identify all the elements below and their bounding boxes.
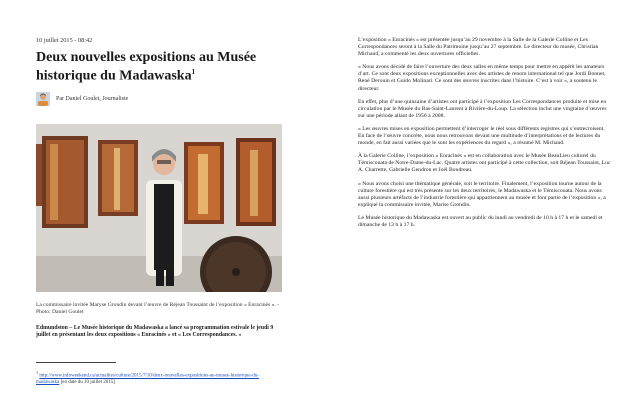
article-title-text: Deux nouvelles expositions au Musée historique du Madawaska <box>36 50 257 84</box>
footnote-date: [en date du 10 juillet 2015] <box>60 379 115 385</box>
paragraph: À la Galerie Colline, l’exposition « Enracinés » est en collaboration avec le Musée BeauLieu culturel du Témiscouata de Notre-Dame-du-Lac. Quatre artistes ont participé à cette collection, soit Réjean Toussaint, Luc A. Charrette, Gabrielle Gendron et Joël Boudreau. <box>358 153 611 174</box>
article-photo <box>36 124 282 292</box>
author-avatar <box>36 92 50 106</box>
left-column <box>36 37 282 106</box>
footnote-number: 1 <box>36 370 39 375</box>
paragraph: « Nous avons choisi une thématique générale, soit le territoire. Finalement, l’exposition tourne autour de la culture forestière qui est très présente sur les deux territoires, le Madawaska et le Témiscouata. Nous avons aussi plusieurs artéfacts de l’industrie forestière qui appartiennent au musée et font partie de l’exposition », a expliqué la commissaire invitée, Marise Grondin. <box>358 180 606 208</box>
right-column <box>358 37 612 235</box>
paragraph: Le Musée historique du Madawaska est ouvert au public du lundi au vendredi de 10 h à 17 h et le samedi et dimanche de 13 h à 17 h. <box>358 214 603 228</box>
photo-caption: La commissaire invitée Maryse Grondin devant l’œuvre de Réjean Toussaint de l’exposition « Enracinés ». - Photo: Daniel Goulet <box>36 301 280 315</box>
footnote <box>36 370 282 386</box>
article-title <box>36 50 282 84</box>
paragraph: L’exposition « Enracinés » est présentée jusqu’au 29 novembre à la Salle de la Galerie Colline et Les Correspondances seront à la Salle du Patrimoine jusqu’au 27 septembre. Le directeur du musée, Christian Michaud, a commenté les deux ouvertures officielles. <box>358 37 599 58</box>
article-lead: Edmundston – Le Musée historique du Madawaska a lancé sa programmation estivale le jeudi 9 juillet en présentant les deux expositions « Enracinés » et « Les Correspondances. » <box>36 324 274 339</box>
footnote-link[interactable]: http://www.infoweekend.ca/actualites/culture/2015/7/10/deux-nouvelles-expositions-au-musee-historique-du-madawaska <box>36 373 259 385</box>
footnote-divider <box>36 362 116 363</box>
paragraph: En effet, plus d’une quinzaine d’artistes ont participé à l’exposition Les Correspondances produite et mise en circulation par le Musée du Bas-Saint-Laurent à Rivière-du-Loup. La sélection inclut une vingtaine d’œuvres sur une période allant de 1956 à 2008. <box>358 98 607 119</box>
article-date: 10 juillet 2015 - 08:42 <box>36 37 93 44</box>
paragraph: « Nous avons décidé de faire l’ouverture des deux salles en même temps pour mettre en appétit les amateurs d’art. Ce sont deux expositions exceptionnelles avec des artistes de renom international tel que Jordi Bonnet, René Derouin et Guido Molinari. Ce sont des œuvres inscrites dans l’histoire. C’est à voir », a soutenu le directeur. <box>358 64 606 92</box>
title-footnote-ref[interactable]: 1 <box>191 68 196 76</box>
paragraph: « Les œuvres mises en exposition permettent d’interroger le réel sous différents registres qui s’entrecroisent. En face de l’œuvre concrète, nous nous retrouvons devant une multitude d’interprétations et de lectures du monde, en fait aussi variées que le sont les expériences du regard », a résumé M. Michaud. <box>358 125 605 147</box>
byline <box>36 92 282 106</box>
author-name: Par Daniel Goulet, Journaliste <box>56 95 129 102</box>
